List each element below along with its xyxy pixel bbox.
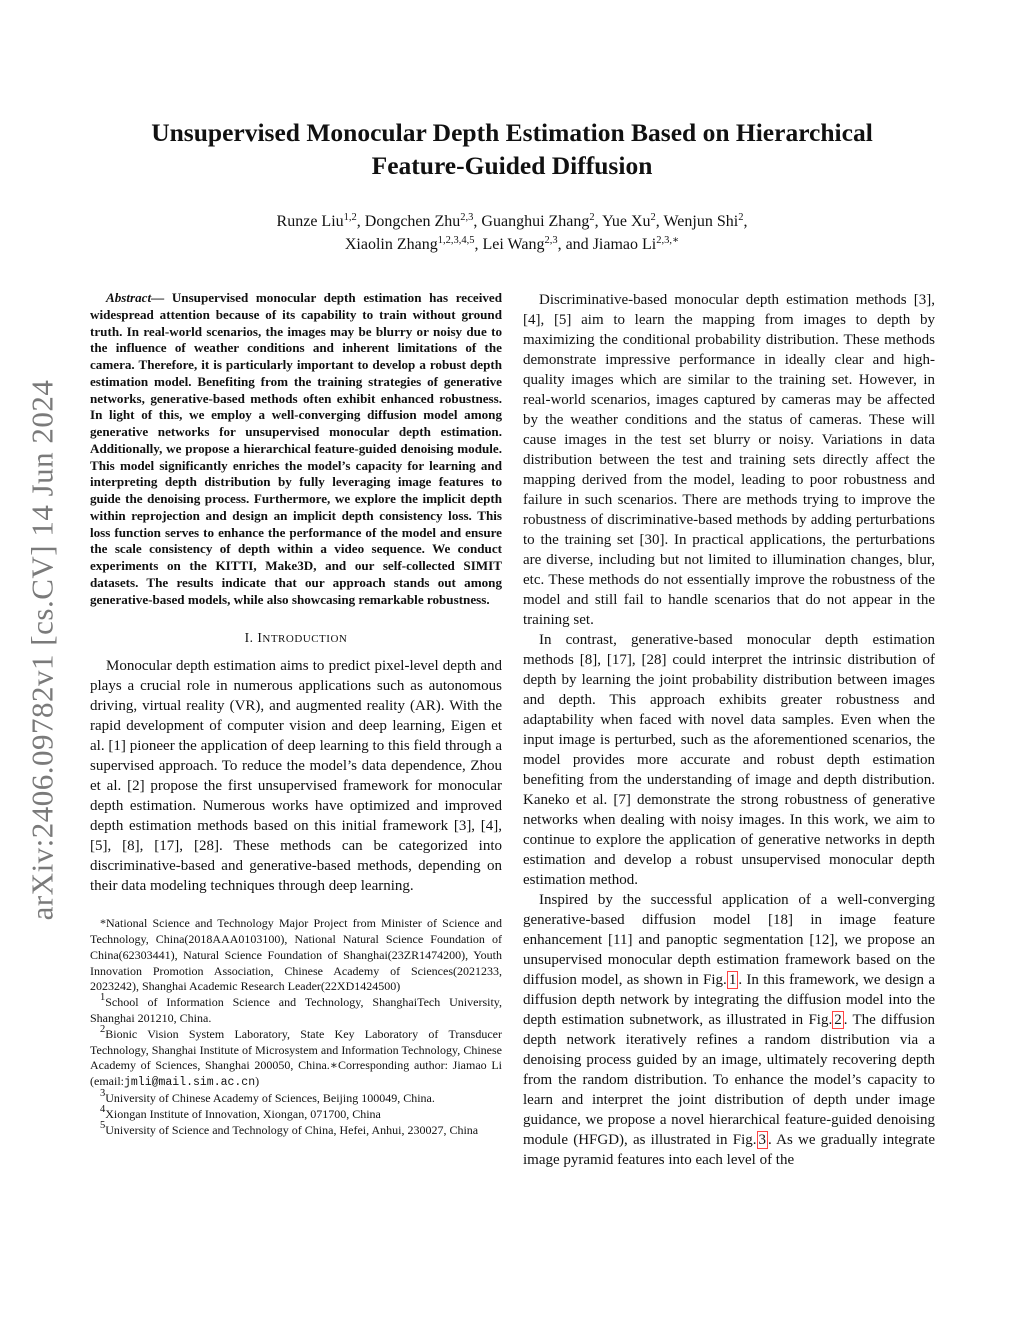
section-heading-introduction: I. INTRODUCTION <box>244 630 348 646</box>
fig-2-link[interactable]: 2 <box>834 1012 842 1028</box>
abstract-text: Unsupervised monocular depth estimation has received widespread attention because of its capability to train without ground truth. In real-world scenarios, the images may be blurry or noisy due to the influence of weather conditions and inherent limitations of the camera. Therefore, it is particularly important to develop a robust depth estimation model. Benefiting from the training strategies of generative networks, generative-based methods often exhibit enhanced robustness. In light of this, we employ a well-converging diffusion model among generative networks for unsupervised monocular depth estimation. Additionally, we propose a hierarchical feature-guided denoising module. This model significantly enriches the model’s capacity for learning and interpreting depth distribution by fully leveraging image features to guide the denoising process. Furthermore, we explore the implicit depth within reprojection and design an implicit depth consistency loss. This loss function serves to enhance the performance of the model and ensure the scale consistency of depth within a video sequence. We conduct experiments on the KITTI, Make3D, and our self-collected SIMIT datasets. The results indicate that our approach stands out among generative-based models, while also showcasing remarkable robustness. <box>90 290 502 607</box>
paper-title <box>90 116 934 182</box>
footnote-5: $^5$University of Science and Technology of China, Hefei, Anhui, 230027, China <box>100 1119 479 1137</box>
left-column <box>90 290 502 1138</box>
footnote-1: $^1$School of Information Science and Technology, ShanghaiTech University, Shanghai 201210, China. <box>90 992 502 1026</box>
title-line-2: Feature-Guided Diffusion <box>371 151 653 180</box>
authors-line-2: Xiaolin Zhang$^{1,2,3,4,5}$, Lei Wang$^{2,3}$, and Jiamao $Li^{2,3,∗}$ <box>344 235 680 253</box>
arxiv-id: arXiv:2406.09782v1 [cs.CV] 14 Jun 2024 <box>24 379 60 921</box>
authors-line-1: Runze Liu$^{1,2}$, Dongchen Zhu$^{2,3}$, Guanghui Zhang$^2$, Yue Xu$^2$, Wenjun Shi$^2$, <box>276 212 748 230</box>
footnote-2: $^2$Bionic Vision System Laboratory, State Key Laboratory of Transducer Technology, Shanghai Institute of Microsystem and Information Technology, Chinese Academy of Sciences, Shanghai 200050, China.∗Corresponding author: Jiamao Li (email:jmli@mail.sim.ac.cn) <box>90 1023 502 1090</box>
title-line-1: Unsupervised Monocular Depth Estimation Based on Hierarchical <box>151 118 873 147</box>
corresponding-email: jmli@mail.sim.ac.cn <box>123 1076 256 1090</box>
right-paragraph-2: In contrast, generative-based monocular depth estimation methods [8], [17], [28] could interpret the intrinsic distribution of depth by learning the joint probability distribution between images and depth. This approach exhibits greater robustness and adaptability when faced with novel data samples. Even when the input image is perturbed, such as the aforementioned scenarios, the model provides more accurate and robust depth estimation benefiting from the understanding of image and depth distribution. Kaneko et al. [7] demonstrate the strong robustness of generative networks when dealing with noisy images. In this work, we aim to continue to explore the application of generative networks in depth estimation and develop a robust unsupervised monocular depth estimation method. <box>523 632 935 888</box>
abstract <box>90 290 502 608</box>
footnote-funding: *National Science and Technology Major Project from Minister of Science and Technology, China(2018AAA0103100), National Natural Science Foundation of China(62303441), Natural Science Foundation of Shanghai(23ZR1474200), Youth Innovation Promotion Association, Chinese Academy of Sciences(2021233, 2023242), Shanghai Academic Research Leader(22XD1424500) <box>90 916 502 994</box>
intro-paragraph-1: Monocular depth estimation aims to predict pixel-level depth and plays a crucial role in numerous applications such as autonomous driving, virtual reality (VR), and augmented reality (AR). With the rapid development of computer vision and deep learning, Eigen et al. [1] pioneer the application of deep learning to this field through a supervised approach. To reduce the model’s data dependence, Zhou et al. [2] propose the first unsupervised framework for monocular depth estimation. Numerous works have optimized and improved depth estimation methods based on this initial framework [3], [4], [5], [8], [17], [28]. These methods can be categorized into discriminative-based and generative-based methods, depending on their data modeling techniques through deep learning. <box>90 658 502 895</box>
right-column <box>523 290 935 1170</box>
arxiv-watermark <box>16 350 68 950</box>
footnote-3: $^3$University of Chinese Academy of Sciences, Beijing 100049, China. <box>100 1088 435 1106</box>
right-paragraph-1: Discriminative-based monocular depth estimation methods [3], [4], [5] aim to learn the mapping from images to depth by maximizing the conditional probability distribution. These methods demonstrate impressive performance in ideally clear and high-quality images which are similar to the training set. However, in real-world scenarios, images captured by cameras may be affected by the weather conditions and the status of cameras. These will cause images in the test set blurry or noisy. Variations in data distribution between the test and training sets directly affect the mapping derived from the model, leading to poor robustness and failure in such scenarios. There are methods trying to improve the robustness of discriminative-based methods by adding perturbations to the training set [30]. In practical applications, the perturbations are diverse, including but not limited to illumination changes, blur, etc. These methods do not essentially improve the robustness of the model and still fail to handle scenarios that do not appear in the training set. <box>523 292 935 628</box>
footnotes <box>90 916 502 1138</box>
fig-1-link[interactable]: 1 <box>728 972 737 988</box>
right-paragraph-3: Inspired by the successful application of a well-converging generative-based diffusion model [18] in image feature enhancement [11] and panoptic segmentation [12], we propose an unsupervised monocular depth estimation framework based on the diffusion model, as shown in Fig. 1 . In this framework, we design a diffusion depth network by integrating the diffusion model into the depth estimation subnetwork, as illustrated in Fig. 2 . The diffusion depth network iteratively refines a random distribution via a denoising process guided by an image, ultimately recovering depth from the random distribution. To enhance the model’s capacity to learn and interpret the joint distribution of depth under image guidance, we propose a novel hierarchical feature-guided denoising module (HFGD), as illustrated in Fig. 3 . As we gradually integrate image pyramid features into each level of the <box>523 892 936 1168</box>
footnote-4: $^4$Xiongan Institute of Innovation, Xiongan, 071700, China <box>100 1103 381 1121</box>
abstract-lead: Abstract— <box>106 290 165 305</box>
fig-3-link[interactable]: 3 <box>758 1132 766 1148</box>
author-list <box>90 210 934 256</box>
